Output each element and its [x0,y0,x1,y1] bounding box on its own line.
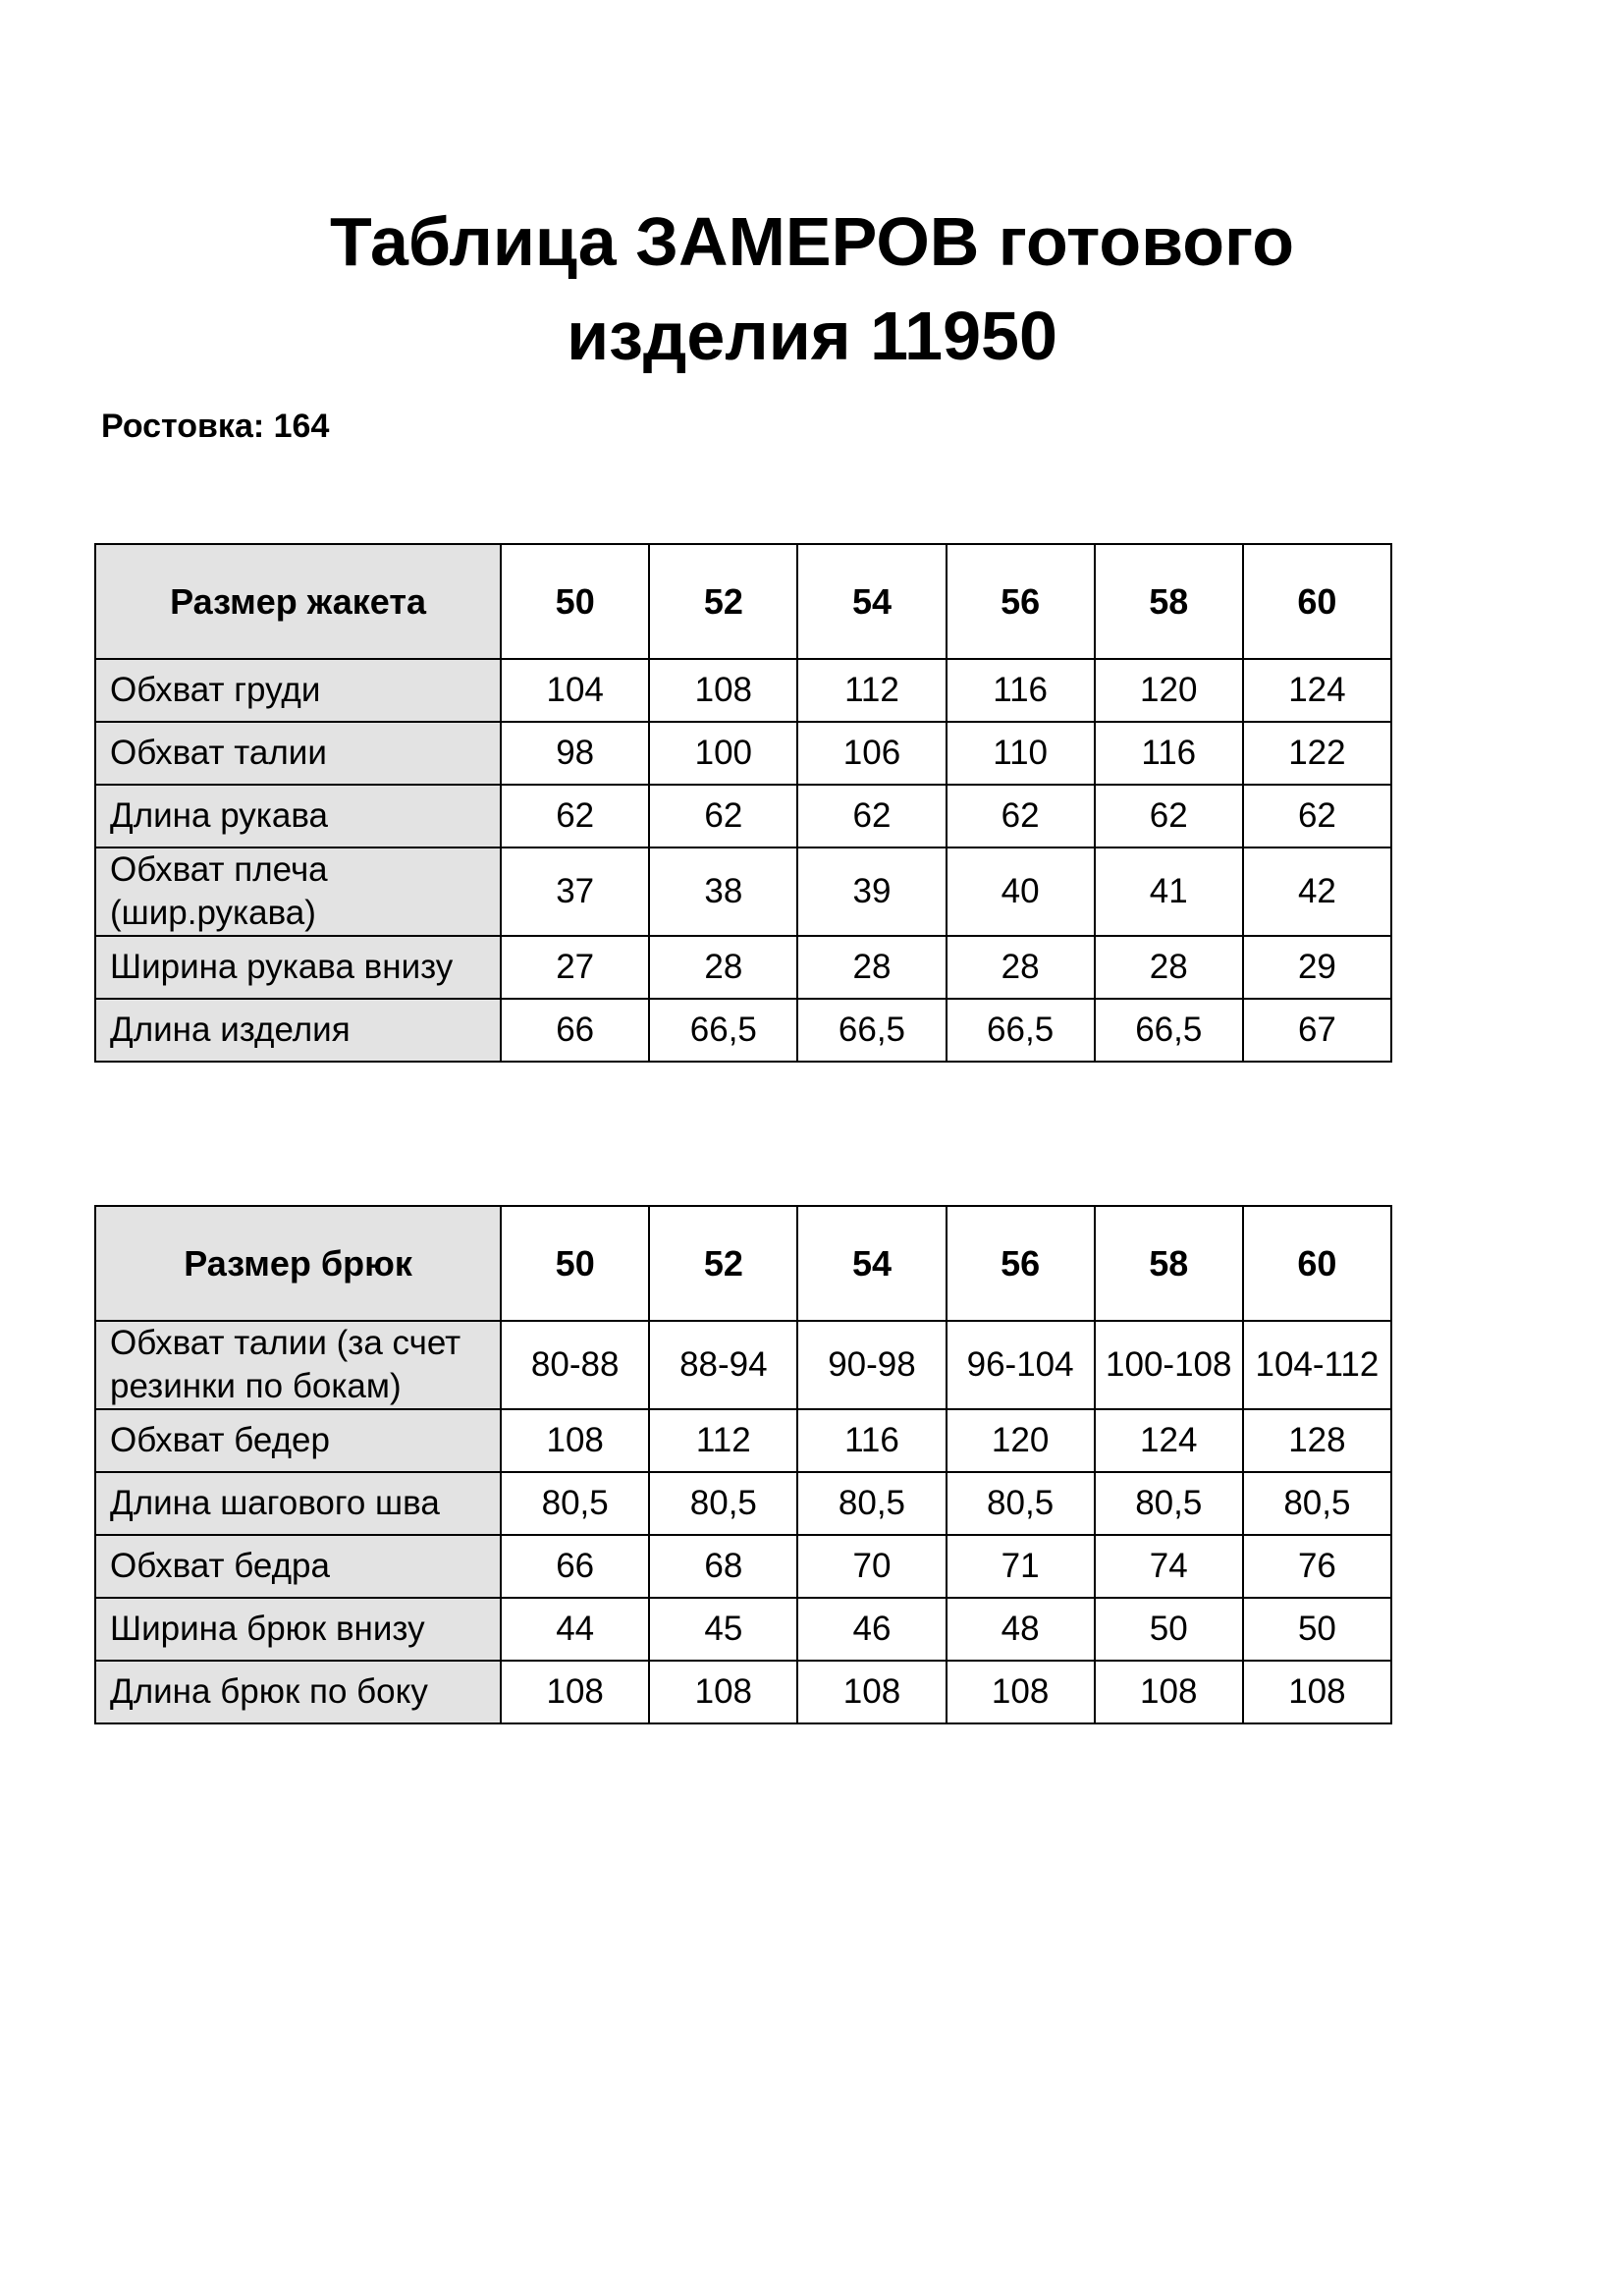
measurement-cell: 88-94 [649,1321,797,1409]
table-row [95,1472,1391,1535]
row-label: Обхват бедра [95,1535,501,1598]
page-title-line-1: Таблица ЗАМЕРОВ готового [329,203,1295,280]
measurement-cell: 80,5 [649,1472,797,1535]
measurement-cell: 50 [1095,1598,1243,1661]
measurement-cell: 66,5 [1095,999,1243,1062]
measurement-cell: 50 [1243,1598,1391,1661]
measurement-cell: 66 [501,1535,649,1598]
measurement-cell: 66,5 [797,999,946,1062]
measurement-cell: 68 [649,1535,797,1598]
measurement-cell: 29 [1243,936,1391,999]
measurement-cell: 104 [501,659,649,722]
measurement-cell: 120 [947,1409,1095,1472]
pants-size-table [94,1205,1392,1724]
size-header-cell: 54 [797,1206,946,1321]
row-label: Обхват плеча (шир.рукава) [95,847,501,936]
row-label: Ширина рукава внизу [95,936,501,999]
measurement-cell: 70 [797,1535,946,1598]
row-label: Обхват талии [95,722,501,785]
measurement-cell: 128 [1243,1409,1391,1472]
measurement-cell: 122 [1243,722,1391,785]
measurement-cell: 28 [1095,936,1243,999]
table-row [95,1661,1391,1723]
measurement-cell: 80,5 [501,1472,649,1535]
measurement-cell: 108 [501,1661,649,1723]
measurement-cell: 112 [797,659,946,722]
measurement-cell: 66,5 [649,999,797,1062]
measurement-cell: 46 [797,1598,946,1661]
measurement-cell: 80,5 [797,1472,946,1535]
size-header-cell: 58 [1095,1206,1243,1321]
measurement-cell: 104-112 [1243,1321,1391,1409]
measurement-cell: 96-104 [947,1321,1095,1409]
measurement-cell: 90-98 [797,1321,946,1409]
measurement-cell: 71 [947,1535,1095,1598]
size-header-cell: 50 [501,544,649,659]
table-header-row [95,1206,1391,1321]
measurement-cell: 116 [947,659,1095,722]
growth-label: Ростовка: 164 [101,408,330,445]
size-header-cell: 56 [947,544,1095,659]
table-row [95,785,1391,847]
measurement-cell: 28 [797,936,946,999]
measurement-cell: 120 [1095,659,1243,722]
table-row [95,1409,1391,1472]
measurement-cell: 112 [649,1409,797,1472]
measurement-cell: 98 [501,722,649,785]
measurement-cell: 106 [797,722,946,785]
size-header-cell: 56 [947,1206,1095,1321]
measurement-cell: 44 [501,1598,649,1661]
measurement-cell: 41 [1095,847,1243,936]
measurement-cell: 76 [1243,1535,1391,1598]
row-label: Длина брюк по боку [95,1661,501,1723]
table-row [95,1321,1391,1409]
measurement-cell: 108 [947,1661,1095,1723]
row-label: Обхват груди [95,659,501,722]
table-row [95,659,1391,722]
measurement-cell: 80-88 [501,1321,649,1409]
measurement-cell: 74 [1095,1535,1243,1598]
measurement-cell: 28 [947,936,1095,999]
measurement-cell: 108 [797,1661,946,1723]
row-label: Длина шагового шва [95,1472,501,1535]
measurement-cell: 62 [1243,785,1391,847]
row-label: Длина рукава [95,785,501,847]
size-header-cell: 60 [1243,544,1391,659]
measurement-cell: 40 [947,847,1095,936]
measurement-cell: 116 [797,1409,946,1472]
measurement-cell: 48 [947,1598,1095,1661]
measurement-cell: 108 [501,1409,649,1472]
measurement-cell: 124 [1243,659,1391,722]
size-header-cell: 52 [649,544,797,659]
measurement-cell: 110 [947,722,1095,785]
measurement-cell: 124 [1095,1409,1243,1472]
row-label: Длина изделия [95,999,501,1062]
table-header-row [95,544,1391,659]
table-row [95,999,1391,1062]
measurement-cell: 27 [501,936,649,999]
measurement-cell: 116 [1095,722,1243,785]
size-header-cell: 54 [797,544,946,659]
measurement-cell: 80,5 [1243,1472,1391,1535]
row-label: Ширина брюк внизу [95,1598,501,1661]
measurement-cell: 42 [1243,847,1391,936]
measurement-cell: 37 [501,847,649,936]
measurement-cell: 108 [649,1661,797,1723]
measurement-cell: 67 [1243,999,1391,1062]
measurement-cell: 100-108 [1095,1321,1243,1409]
measurement-cell: 66 [501,999,649,1062]
measurement-cell: 108 [1095,1661,1243,1723]
measurement-cell: 62 [797,785,946,847]
measurement-cell: 80,5 [947,1472,1095,1535]
table-row [95,722,1391,785]
measurement-cell: 28 [649,936,797,999]
table-row [95,936,1391,999]
table-row [95,847,1391,936]
measurement-cell: 45 [649,1598,797,1661]
table-row [95,1535,1391,1598]
table-row [95,1598,1391,1661]
size-header-cell: 50 [501,1206,649,1321]
page-title [0,194,1624,383]
size-header-label: Размер брюк [95,1206,501,1321]
measurement-cell: 38 [649,847,797,936]
measurement-cell: 66,5 [947,999,1095,1062]
size-header-cell: 60 [1243,1206,1391,1321]
row-label: Обхват бедер [95,1409,501,1472]
measurement-cell: 62 [649,785,797,847]
size-header-cell: 52 [649,1206,797,1321]
row-label: Обхват талии (за счет резинки по бокам) [95,1321,501,1409]
measurement-cell: 62 [501,785,649,847]
size-header-label: Размер жакета [95,544,501,659]
measurement-cell: 100 [649,722,797,785]
size-header-cell: 58 [1095,544,1243,659]
measurement-cell: 108 [1243,1661,1391,1723]
jacket-size-table [94,543,1392,1063]
page-title-line-2: изделия 11950 [567,298,1057,374]
measurement-cell: 39 [797,847,946,936]
measurement-cell: 108 [649,659,797,722]
measurement-cell: 62 [947,785,1095,847]
measurement-cell: 62 [1095,785,1243,847]
measurement-cell: 80,5 [1095,1472,1243,1535]
